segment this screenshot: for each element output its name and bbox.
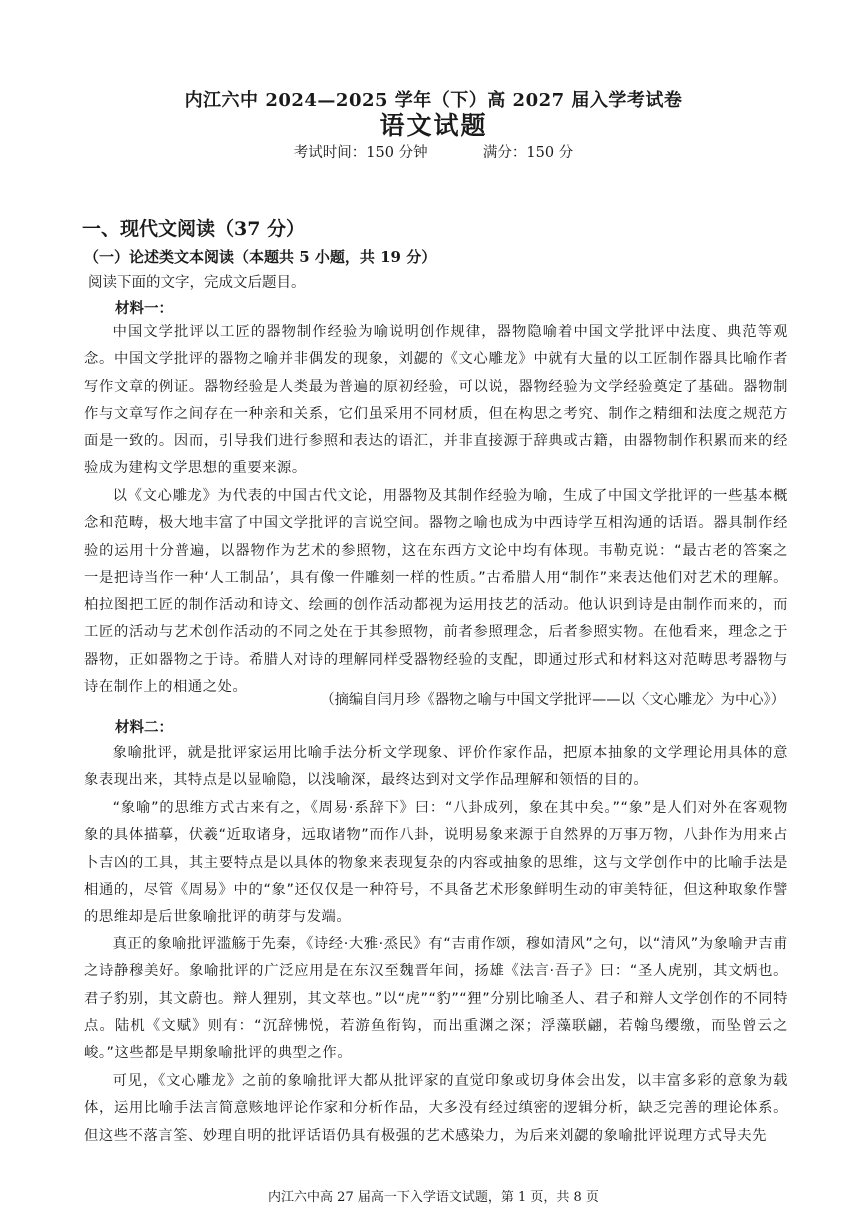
- subsection-heading: （一）论述类文本阅读（本题共 5 小题，共 19 分）: [84, 248, 437, 266]
- material-one-source: （摘编自闫月珍《器物之喻与中国文学批评——以〈文心雕龙〉为中心》）: [320, 692, 785, 708]
- material-one-paragraph: 中国文学批评以工匠的器物制作经验为喻说明创作规律，器物隐喻着中国文学批评中法度、典范等观念。中国文学批评的器物之喻并非偶发的现象，刘勰的《文心雕龙》中就有大量的以工匠制作器具比喻作者写作文章的例证。器物经验是人类最为普遍的原初经验，可以说，器物经验为文学经验奠定了基础。器物制作与文章写作之间存在一种亲和关系，它们虽采用不同材质，但在构思之考究、制作之精细和法度之规范方面是一致的。因而，引导我们进行参照和表达的语汇，并非直接源于辞典或古籍，由器物制作积累而来的经验成为建构文学思想的重要来源。: [84, 324, 788, 477]
- exam-meta: [0, 141, 867, 162]
- material-two-label: 材料二：: [115, 719, 173, 736]
- material-two-paragraph: 真正的象喻批评滥觞于先秦，《诗经·大雅·烝民》有“吉甫作颂，穆如清风”之句，以“清风”为象喻尹吉甫之诗静穆美好。象喻批评的广泛应用是在东汉至魏晋年间，扬雄《法言·吾子》曰：“圣人虎别，其文炳也。君子豹别，其文蔚也。辩人狸别，其文萃也。”以“虎”“豹”“狸”分别比喻圣人、君子和辩人文学创作的不同特点。陆机《文赋》则有：“沉辞怫悦，若游鱼衔钩，而出重渊之深；浮藻联翩，若翰鸟缨缴，而坠曾云之峻。”这些都是早期象喻批评的典型之作。: [84, 936, 788, 1062]
- page-footer: 内江六中高 27 届高一下入学语文试题，第 1 页，共 8 页: [268, 1190, 599, 1205]
- material-two-paragraph: 象喻批评，就是批评家运用比喻手法分析文学现象、评价作家作品，把原本抽象的文学理论用具体的意象表现出来，其特点是以显喻隐，以浅喻深，最终达到对文学作品理解和领悟的目的。: [84, 745, 788, 789]
- full-score: 满分：150 分: [482, 145, 574, 161]
- exam-title: 内江六中 2024—2025 学年（下）高 2027 届入学考试卷: [184, 90, 683, 111]
- exam-subject-title: 语文试题: [379, 111, 488, 140]
- reading-instruction: 阅读下面的文字，完成文后题目。: [88, 275, 306, 291]
- material-two-paragraph: “象喻”的思维方式古来有之，《周易·系辞下》曰：“八卦成列，象在其中矣。”“象”是人们对外在客观物象的具体描摹，伏羲“近取诸身，远取诸物”而作八卦，说明易象来源于自然界的万事万物，八卦作为用来占卜吉凶的工具，其主要特点是以具体的物象来表现复杂的内容或抽象的思维，这与文学创作中的比喻手法是相通的，尽管《周易》中的“象”还仅仅是一种符号，不具备艺术形象鲜明生动的审美特征，但这种取象作譬的思维却是后世象喻批评的萌芽与发端。: [84, 800, 788, 926]
- material-one-label: 材料一：: [115, 300, 173, 317]
- material-two-paragraph: 可见，《文心雕龙》之前的象喻批评大都从批评家的直觉印象或切身体会出发，以丰富多彩的意象为载体，运用比喻手法言简意赅地评论作家和分析作品，大多没有经过缜密的逻辑分析，缺乏完善的理论体系。但这些不落言筌、妙理自明的批评话语仍具有极强的艺术感染力，为后来刘勰的象喻批评说理方式导夫先: [84, 1073, 788, 1144]
- section-heading: 一、现代文阅读（37 分）: [82, 218, 306, 240]
- material-one-paragraph: 以《文心雕龙》为代表的中国古代文论，用器物及其制作经验为喻，生成了中国文学批评的一些基本概念和范畴，极大地丰富了中国文学批评的言说空间。器物之喻也成为中西诗学互相沟通的话语。器具制作经验的运用十分普遍，以器物作为艺术的参照物，这在东西方文论中均有体现。韦勒克说：“最古老的答案之一是把诗当作一种‘人工制品’，具有像一件雕刻一样的性质。”古希腊人用“制作”来表达他们对艺术的理解。柏拉图把工匠的制作活动和诗文、绘画的创作活动都视为运用技艺的活动。他认识到诗是由制作而来的，而工匠的活动与艺术创作活动的不同之处在于其参照物，前者参照理念，后者参照实物。在他看来，理念之于器物，正如器物之于诗。希腊人对诗的理解同样受器物经验的支配，即通过形式和材料这对范畴思考器物与诗在制作上的相通之处。: [84, 488, 788, 696]
- exam-time: 考试时间：150 分钟: [293, 145, 428, 161]
